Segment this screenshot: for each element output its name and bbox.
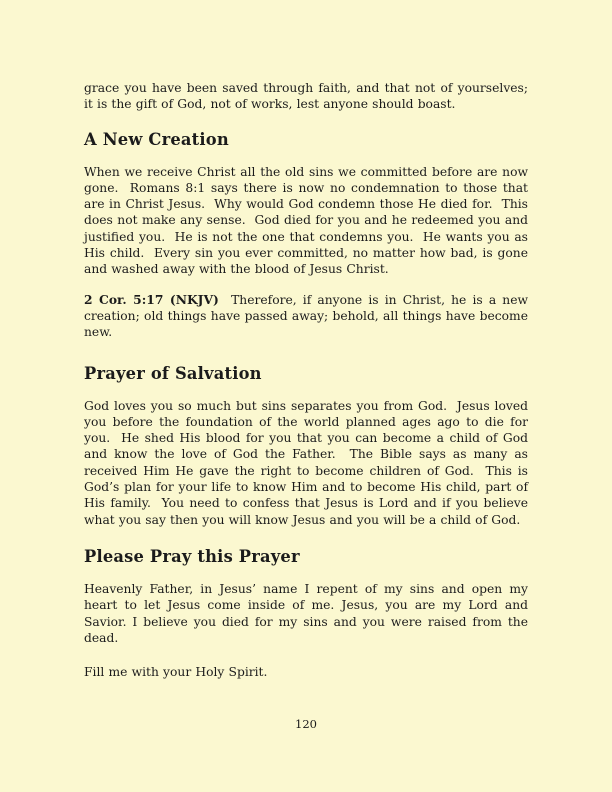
page-number: 120 [295, 717, 317, 731]
scripture-quote-paragraph [84, 291, 533, 341]
paragraph-prayer-of-salvation: God loves you so much but sins separates you from God. Jesus loved you before the foundation of the world planned ages ago to die for you. He shed His blood for you that you can become a child of God and know the love of God the Father. The Bible says as many as received Him He gave the right to become children of God. This is God’s plan for your life to know Him and to become His child, part of His family. You need to confess that Jesus is Lord and if you believe what you say then you will know Jesus and you will be a child of God. [84, 398, 533, 527]
paragraph-new-creation: When we receive Christ all the old sins we committed before are now gone. Romans 8:1 says there is now no condemnation to those that are in Christ Jesus. Why would God condemn those He died for. This does not make any sense. God died for you and he redeemed you and justified you. He is not the one that condemns you. He wants you as His child. Every sin you ever committed, no matter how bad, is gone and washed away with the blood of Jesus Christ. [84, 164, 533, 277]
heading-prayer-of-salvation: Prayer of Salvation [84, 363, 262, 383]
paragraph-holy-spirit: Fill me with your Holy Spirit. [84, 665, 268, 680]
heading-please-pray-this-prayer: Please Pray this Prayer [84, 546, 300, 566]
scripture-reference: 2 Cor. 5:17 (NKJV) [84, 291, 219, 307]
paragraph-intro-continuation: grace you have been saved through faith, and that not of yourselves; it is the gift of God, not of works, lest anyone should boast. [84, 81, 533, 112]
scripture-text: Therefore, if anyone is in Christ, he is a new creation; old things have passed away; behold, all things have become new. [84, 292, 533, 340]
paragraph-salvation-prayer: Heavenly Father, in Jesus’ name I repent of my sins and open my heart to let Jesus come inside of me. Jesus, you are my Lord and Savior. I believe you died for my sins and you were raised from the dead. [84, 581, 533, 645]
heading-a-new-creation: A New Creation [84, 129, 229, 149]
